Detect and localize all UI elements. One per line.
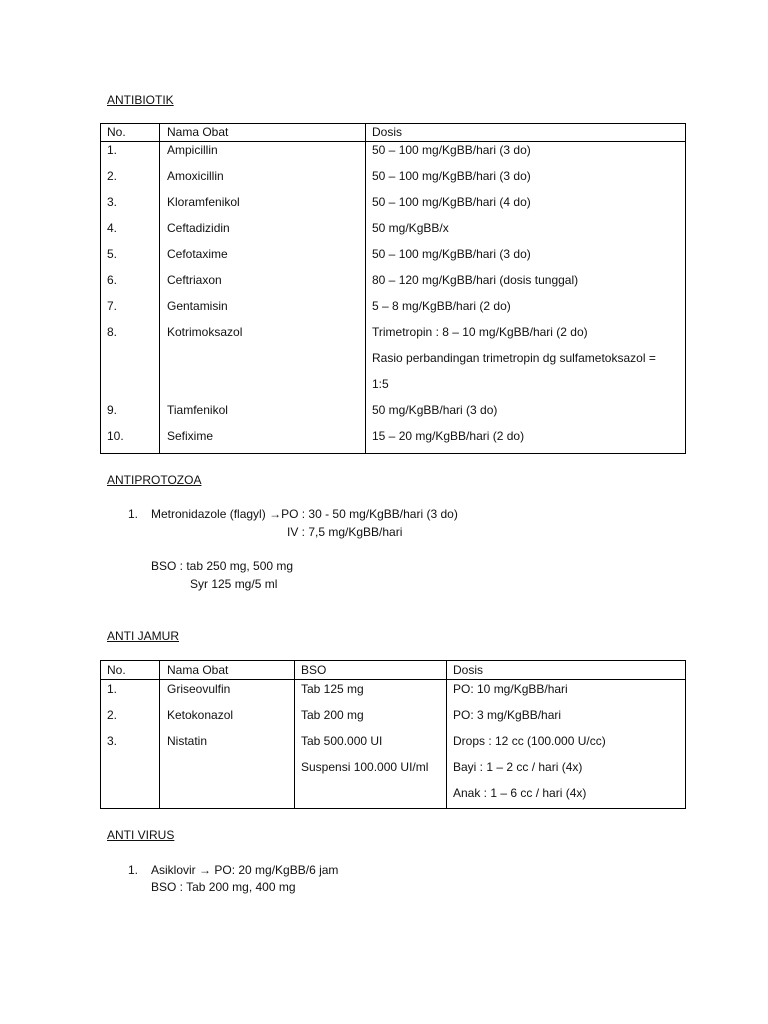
- bso-line: BSO : tab 250 mg, 500 mg: [151, 559, 294, 573]
- row-dose: 15 – 20 mg/KgBB/hari (2 do): [372, 429, 525, 443]
- row-drug-name: Gentamisin: [167, 299, 228, 313]
- column-divider: [446, 661, 447, 808]
- column-header-no: No.: [107, 663, 126, 677]
- row-bso: Suspensi 100.000 UI/ml: [301, 760, 429, 774]
- oral-dose: PO: 20 mg/KgBB/6 jam: [214, 863, 339, 877]
- row-no: 3.: [107, 734, 118, 748]
- row-no: 5.: [107, 247, 118, 261]
- iv-dose: IV : 7,5 mg/KgBB/hari: [287, 525, 403, 539]
- row-dose: 50 – 100 mg/KgBB/hari (3 do): [372, 143, 531, 157]
- column-divider: [159, 124, 160, 453]
- antibiotik-table: [100, 123, 686, 454]
- anti-virus-heading: ANTI VIRUS: [107, 828, 175, 842]
- list-item-number: 1.: [128, 863, 139, 877]
- row-drug-name: Cefotaxime: [167, 247, 228, 261]
- row-dose-ratio: 1:5: [372, 377, 389, 391]
- row-dose: Trimetropin : 8 – 10 mg/KgBB/hari (2 do): [372, 325, 588, 339]
- drug-name: Asiklovir: [151, 863, 196, 877]
- row-dose: PO: 3 mg/KgBB/hari: [453, 708, 562, 722]
- row-no: 10.: [107, 429, 124, 443]
- row-dose: 50 – 100 mg/KgBB/hari (3 do): [372, 247, 531, 261]
- row-no: 1.: [107, 682, 118, 696]
- row-dose: PO: 10 mg/KgBB/hari: [453, 682, 568, 696]
- column-header-no: No.: [107, 125, 126, 139]
- row-dose: 5 – 8 mg/KgBB/hari (2 do): [372, 299, 511, 313]
- row-no: 4.: [107, 221, 118, 235]
- row-no: 9.: [107, 403, 118, 417]
- row-bso: Tab 125 mg: [301, 682, 364, 696]
- antibiotik-heading: ANTIBIOTIK: [107, 93, 174, 107]
- arrow-right-icon: →: [199, 863, 212, 877]
- antiprotozoa-item: [151, 507, 458, 521]
- oral-dose: PO : 30 - 50 mg/KgBB/hari (3 do): [281, 507, 458, 521]
- row-dose: 50 – 100 mg/KgBB/hari (4 do): [372, 195, 531, 209]
- row-drug-name: Tiamfenikol: [167, 403, 228, 417]
- row-dose: 50 mg/KgBB/x: [372, 221, 449, 235]
- row-drug-name: Amoxicillin: [167, 169, 224, 183]
- row-dose: 50 – 100 mg/KgBB/hari (3 do): [372, 169, 531, 183]
- row-no: 3.: [107, 195, 118, 209]
- column-header-dosis: Dosis: [372, 125, 403, 139]
- row-drug-name: Kotrimoksazol: [167, 325, 243, 339]
- row-drug-name: Ceftriaxon: [167, 273, 222, 287]
- column-divider: [294, 661, 295, 808]
- row-dose: 80 – 120 mg/KgBB/hari (dosis tunggal): [372, 273, 579, 287]
- column-header-nama-obat: Nama Obat: [167, 663, 229, 677]
- row-drug-name: Kloramfenikol: [167, 195, 240, 209]
- row-drug-name: Griseovulfin: [167, 682, 231, 696]
- column-header-nama-obat: Nama Obat: [167, 125, 229, 139]
- column-divider: [159, 661, 160, 808]
- column-header-bso: BSO: [301, 663, 327, 677]
- row-dose: 50 mg/KgBB/hari (3 do): [372, 403, 498, 417]
- row-drug-name: Ampicillin: [167, 143, 218, 157]
- row-dose: Bayi : 1 – 2 cc / hari (4x): [453, 760, 583, 774]
- row-dose: Anak : 1 – 6 cc / hari (4x): [453, 786, 587, 800]
- bso-line: Syr 125 mg/5 ml: [190, 577, 278, 591]
- anti-jamur-heading: ANTI JAMUR: [107, 629, 179, 643]
- bso-line: BSO : Tab 200 mg, 400 mg: [151, 880, 296, 894]
- row-bso: Tab 200 mg: [301, 708, 364, 722]
- anti-virus-item: [151, 863, 338, 877]
- row-drug-name: Nistatin: [167, 734, 208, 748]
- row-dose: Drops : 12 cc (100.000 U/cc): [453, 734, 606, 748]
- row-no: 1.: [107, 143, 118, 157]
- anti-jamur-table: [100, 660, 686, 809]
- column-divider: [365, 124, 366, 453]
- list-item-number: 1.: [128, 507, 139, 521]
- row-drug-name: Sefixime: [167, 429, 214, 443]
- header-divider: [101, 679, 685, 680]
- row-dose-note: Rasio perbandingan trimetropin dg sulfametoksazol =: [372, 351, 656, 365]
- column-header-dosis: Dosis: [453, 663, 484, 677]
- row-no: 6.: [107, 273, 118, 287]
- row-bso: Tab 500.000 UI: [301, 734, 383, 748]
- row-no: 2.: [107, 708, 118, 722]
- row-drug-name: Ceftadizidin: [167, 221, 230, 235]
- header-divider: [101, 141, 685, 142]
- row-no: 7.: [107, 299, 118, 313]
- arrow-right-icon: →: [269, 507, 282, 521]
- drug-name: Metronidazole (flagyl): [151, 507, 266, 521]
- row-no: 2.: [107, 169, 118, 183]
- row-drug-name: Ketokonazol: [167, 708, 234, 722]
- antiprotozoa-heading: ANTIPROTOZOA: [107, 473, 202, 487]
- row-no: 8.: [107, 325, 118, 339]
